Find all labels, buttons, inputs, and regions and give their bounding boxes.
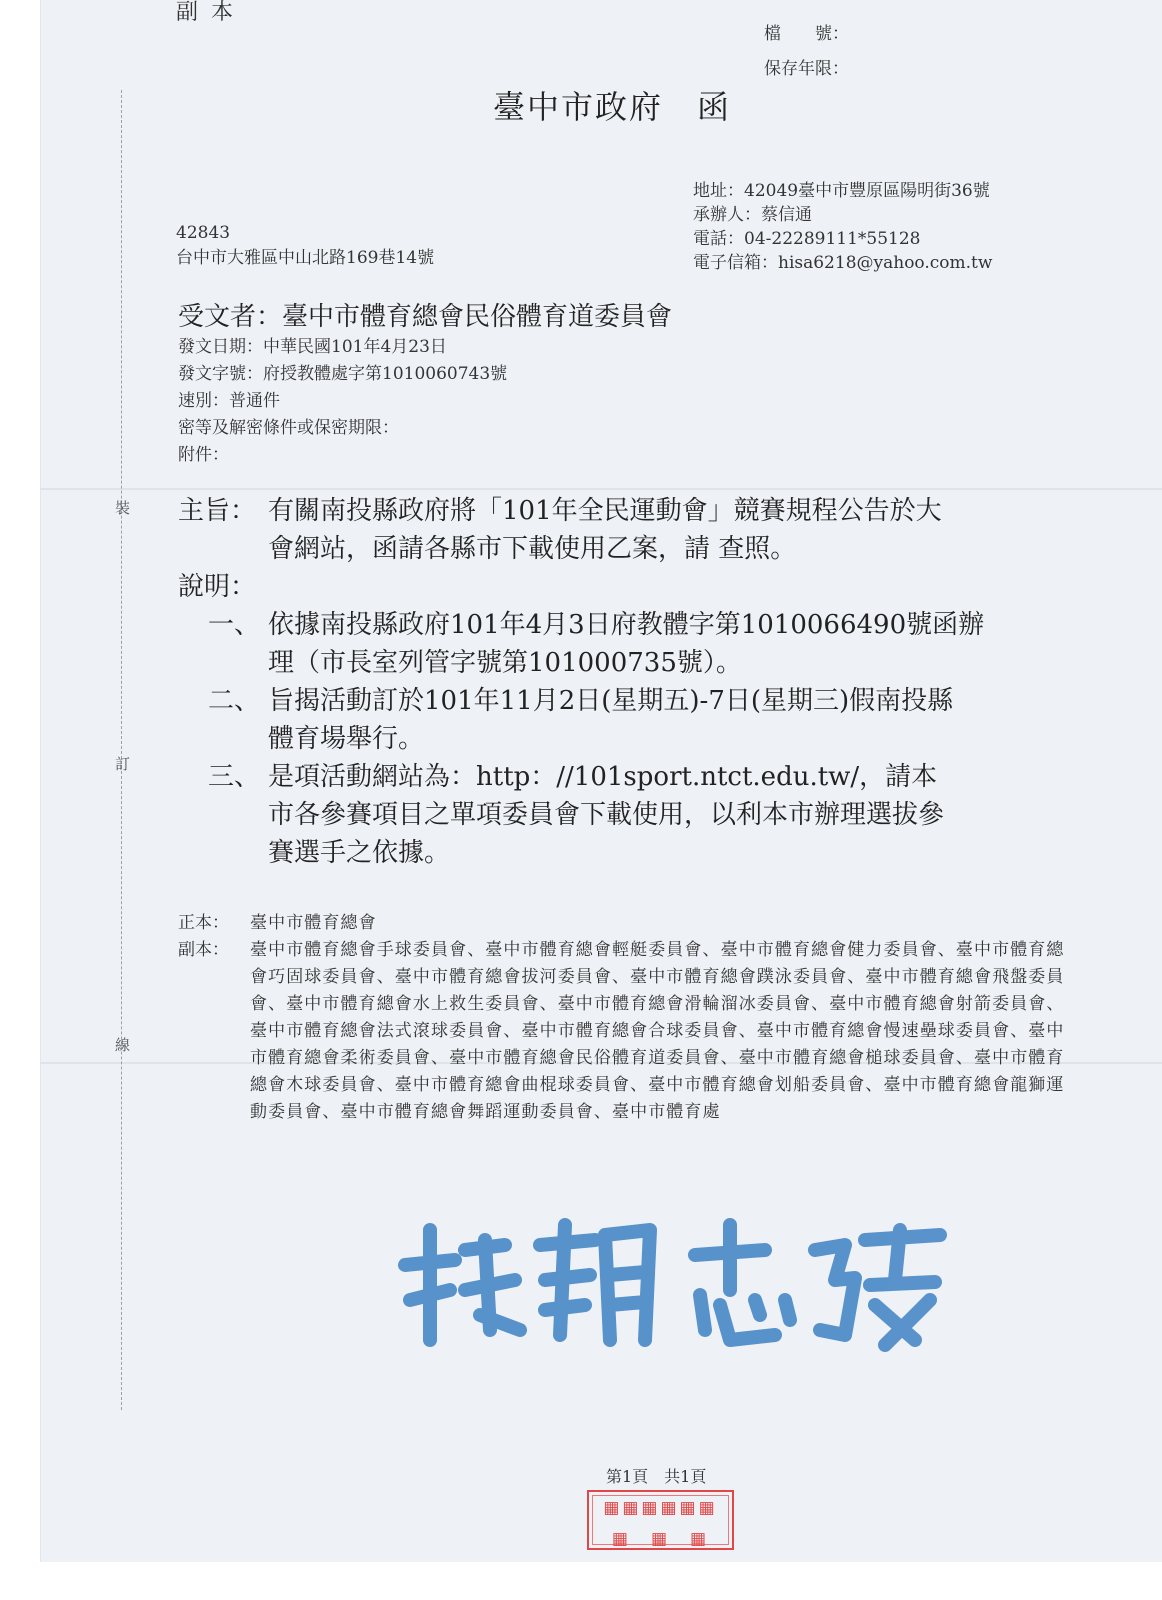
item-text: 是項活動網站為：http：//101sport.ntct.edu.tw/，請本 <box>268 762 938 792</box>
item-text: 依據南投縣政府101年4月3日府教體字第1010066490號函辦 <box>268 610 985 640</box>
subject-text: 有關南投縣政府將「101年全民運動會」競賽規程公告於大 <box>268 496 942 526</box>
issue-date: 發文日期：中華民國101年4月23日 <box>178 337 447 357</box>
item-text: 理（市長室列管字號第101000735號）。 <box>268 648 742 678</box>
cc-label: 副本： <box>178 940 229 960</box>
sender-address: 地址：42049臺中市豐原區陽明街36號 <box>693 181 990 201</box>
document-title: 臺中市政府 函 <box>493 88 732 126</box>
original-recipient: 臺中市體育總會 <box>250 913 377 933</box>
subject-text: 會網站，函請各縣市下載使用乙案，請 查照。 <box>268 534 797 564</box>
binding-mark: 訂 <box>115 755 131 773</box>
cc-recipients: 臺中市體育總會手球委員會、臺中市體育總會輕艇委員會、臺中市體育總會健力委員會、臺中市體育總會巧固球委員會、臺中市體育總會拔河委員會、臺中市體育總會蹼泳委員會、臺中市體育總會飛盤委員會、臺中市體育總會水上救生委員會、臺中市體育總會滑輪溜冰委員會、臺中市體育總會射箭委員會、臺中市體育總會法式滾球委員會、臺中市體育總會合球委員會、臺中市體育總會慢速壘球委員會、臺中市體育總會柔術委員會、臺中市體育總會民俗體育道委員會、臺中市體育總會槌球委員會、臺中市體育總會木球委員會、臺中市體育總會曲棍球委員會、臺中市體育總會划船委員會、臺中市體育總會龍獅運動委員會、臺中市體育總會舞蹈運動委員會、臺中市體育處 <box>250 940 1065 1122</box>
sender-phone: 電話：04-22289111*55128 <box>693 229 921 249</box>
binding-mark: 裝 <box>115 499 131 517</box>
recipient: 受文者：臺中市體育總會民俗體育道委員會 <box>178 302 673 332</box>
mayor-signature-seal <box>395 1210 955 1370</box>
item-text: 市各參賽項目之單項委員會下載使用，以利本市辦理選拔參 <box>268 800 945 830</box>
retention-label: 保存年限： <box>764 59 849 79</box>
item-text: 體育場舉行。 <box>268 724 425 754</box>
binding-line <box>121 90 122 1410</box>
item-number: 三、 <box>208 762 261 792</box>
explanation-label: 說明： <box>178 572 257 602</box>
original-label: 正本： <box>178 913 229 933</box>
official-seal-stamp: ▦▦▦▦▦▦ ▦ ▦ ▦ <box>587 1490 734 1550</box>
copy-mark: 副 本 <box>176 0 236 25</box>
subject-label: 主旨： <box>178 496 257 526</box>
recipient-street: 台中市大雅區中山北路169巷14號 <box>176 248 435 268</box>
item-number: 二、 <box>208 686 261 716</box>
secrecy-level: 密等及解密條件或保密期限： <box>178 418 399 438</box>
sender-handler: 承辦人：蔡信通 <box>693 205 812 225</box>
attachment-label: 附件： <box>178 445 229 465</box>
document-number: 發文字號：府授教體處字第1010060743號 <box>178 364 508 384</box>
binding-mark: 線 <box>115 1036 131 1054</box>
item-text: 賽選手之依據。 <box>268 838 451 868</box>
item-number: 一、 <box>208 610 261 640</box>
file-number-label: 檔 號： <box>764 24 849 44</box>
item-text: 旨揭活動訂於101年11月2日(星期五)-7日(星期三)假南投縣 <box>268 686 954 716</box>
delivery-speed: 速別：普通件 <box>178 391 280 411</box>
postcode: 42843 <box>176 223 231 243</box>
sender-email: 電子信箱：hisa6218@yahoo.com.tw <box>693 253 993 273</box>
page-number: 第1頁 共1頁 <box>606 1467 707 1486</box>
